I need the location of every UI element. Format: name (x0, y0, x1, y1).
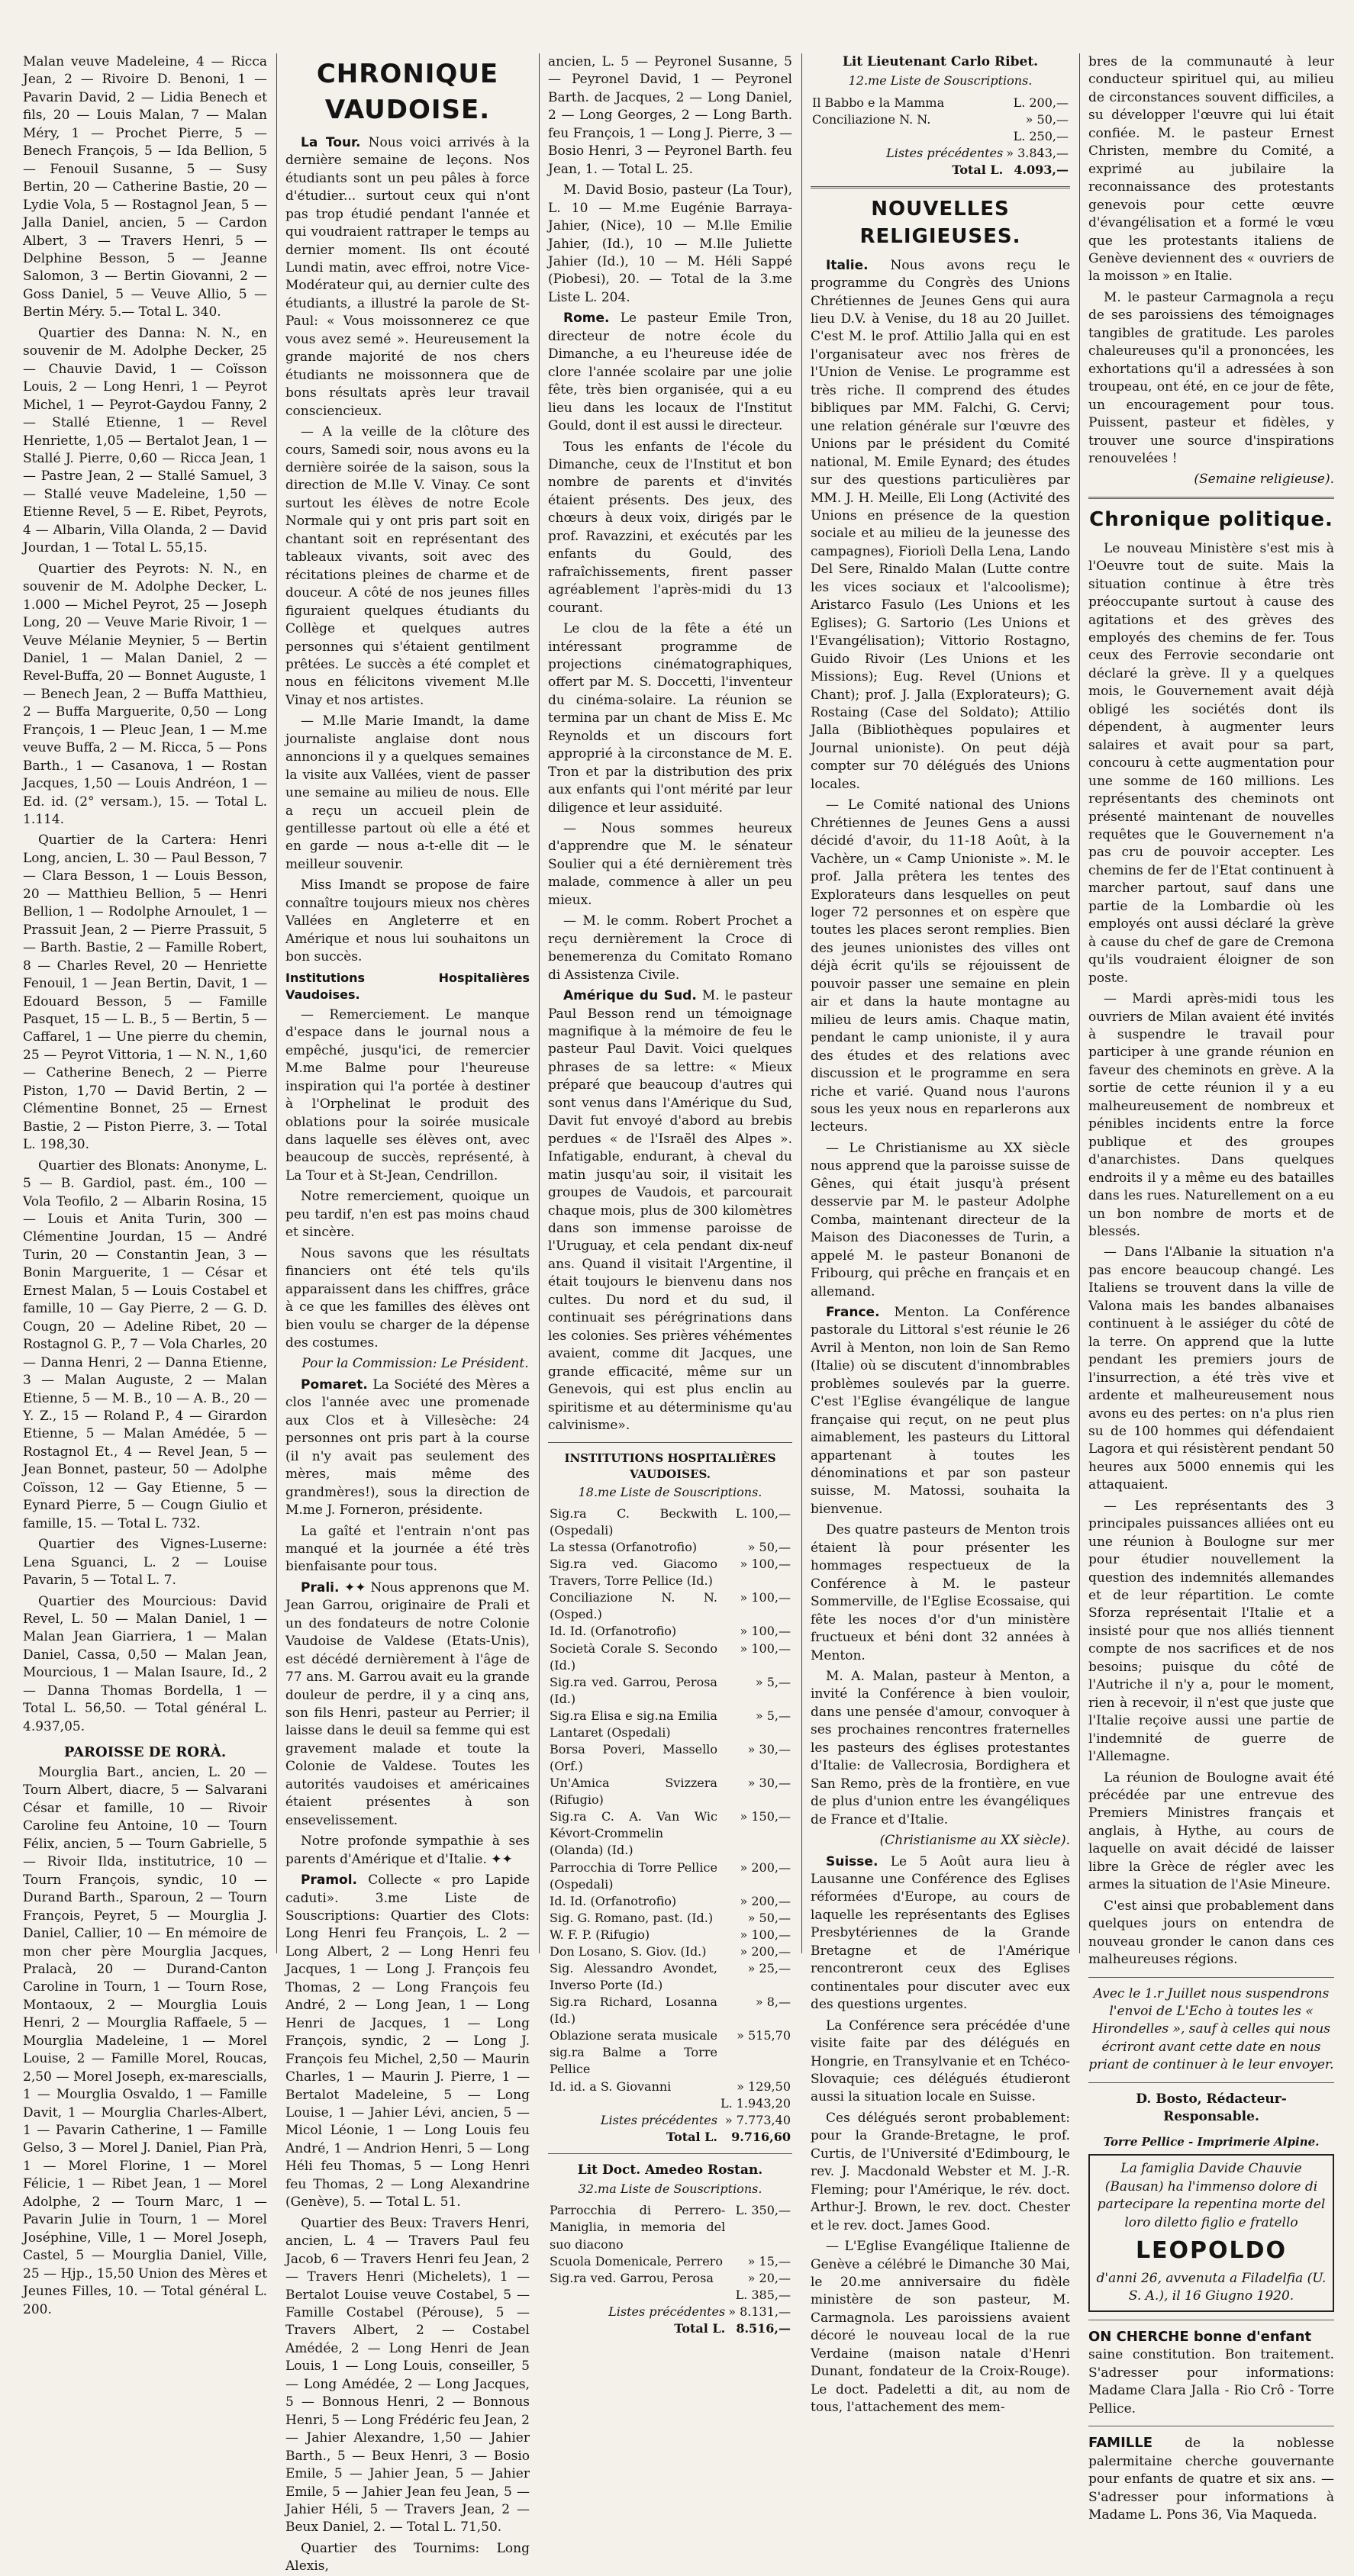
list-heading: INSTITUTIONS HOSPITALIÈRES VAUDOISES. (564, 1451, 776, 1482)
column-rule (276, 53, 277, 1953)
subscriber-name: Sig.ra ved. Garrou, Perosa (Id.) (550, 1674, 717, 1706)
subscriber-name: W. F. P. (Rifugio) (550, 1927, 650, 1942)
subscriber-name: Sig. G. Romano, past. (Id.) (550, 1910, 714, 1925)
signature: Pour la Commission: Le Président. (301, 1356, 529, 1372)
prev-amount: » 3.843,— (1006, 145, 1069, 160)
death-notice-detail: d'anni 26, avvenuta a Filadelfia (U. S. A.), il 16 Giugno 1920. (1096, 2270, 1327, 2304)
subscriber-name: Sig.ra Richard, Losanna (Id.) (550, 1995, 717, 2027)
column-2 (285, 53, 530, 2574)
article-text: Le 5 Août aura lieu à Lausanne une Conférence des Eglises réformées d'Europe, au cours de laquelle les représentants des Eglises Presbytériennes de la Grande Bretagne et de l'Amérique rencontreront ceux des Eglises continentales pour discuter avec eux des questions urgentes. (811, 1853, 1070, 2013)
subscription-row (548, 2253, 792, 2270)
subscription-amount: L. 100,— (735, 1505, 791, 1521)
section-title: CHRONIQUE VAUDOISE. (316, 59, 499, 125)
subscription-row (548, 1775, 792, 1808)
death-notice (1088, 2154, 1334, 2311)
subscriber-name: La stessa (Orfanotrofio) (550, 1540, 698, 1555)
subscription-row (548, 1674, 792, 1708)
article-text: — Les représentants des 3 principales puissances alliées ont eu une réunion à Boulogne sur mer pour étudier nouvellement la question des indemnités allemandes et de leur répartition. Le comte Sforza représentait l'Italie et a insisté pour que nos alliés tiennent compte de nos sacrifices et de nos besoins; puisque du côté de l'Autriche il n'y a, pour le moment, rien à recevoir, il n'est que juste que l'Italie reçoive aussi une partie de l'indemnité de guerre de l'Allemagne. (1088, 1498, 1334, 1765)
subscription-row (548, 1623, 792, 1640)
subscription-row (548, 2079, 792, 2095)
article-text: Quartier des Beux: Travers Henri, ancien, L. 4 — Travers Paul feu Jacob, 6 — Travers Henri feu Jean, 2 — Travers Henri (Michelets), 1 — Bertalot Louise veuve Costabel, 5 — Famille Costabel (Pérouse), 5 — Travers Albert, 2 — Costabel Amédée, 2 — Long Henri de Jean Louis, 1 — Long Louis, conseiller, 5 — Long Amédée, 2 — Long Jacques, 5 — Bonnous Henri, 2 — Bonnous Henri, 5 — Long Frédéric feu Jean, 2 — Jahier Alexandre, 1,50 — Jahier Barth., 5 — Beux Henri, 3 — Bosio Emile, 5 — Jahier Jean, 5 — Jahier Emile, 5 — Jahier Jean feu Jean, 5 — Jahier Héli, 5 — Travers Jean, 2 — Beux Daniel, 2. — Total L. 71,50. (285, 2215, 530, 2536)
article-text: bres de la communauté à leur conducteur spirituel qui, au milieu de circonstances souvent difficiles, a su développer l'œuvre qui lui était confiée. M. le pasteur Ernest Christen, membre du Comité, a exprimé au jubilaire la reconnaissance des protestants genevois pour cette œuvre d'évangélisation et a formé le vœu que les protestants italiens de Genève deviennent des « ouvriers de la moisson » en Italie. (1088, 54, 1334, 285)
divider (1088, 2082, 1334, 2083)
subscription-row (811, 95, 1070, 111)
subscription-row (548, 1808, 792, 1859)
place-heading: Pomaret. (301, 1377, 368, 1393)
subscription-amount: » 30,— (747, 1776, 791, 1791)
article-text: La Conférence sera précédée d'une visite faite par des délégués en Hongrie, en Transylvanie et en Tchéco-Slovaquie; ces délégués étudieront aussi la situation locale en Suisse. (811, 2017, 1070, 2105)
place-heading: La Tour. (301, 134, 361, 150)
total-label: Total L. (674, 2320, 726, 2336)
subscription-row (548, 2027, 792, 2078)
article-text: Quartier des Tournims: Long Alexis, (285, 2540, 530, 2574)
article-text: Menton. La Conférence pastorale du Littoral s'est réunie le 26 Avril à Menton, non loin de San Remo (Italie) où se discutent d'innombrables problèmes soulevés par la guerre. C'est l'Eglise évangélique de langue française qui reçut, on ne peut plus aimablement, les pasteurs du Littoral appartenant à toutes les dénominations et par son pasteur suisse, M. Matossi, souhaita la bienvenue. (811, 1304, 1071, 1517)
list-sum: L. 250,— (1013, 128, 1069, 143)
subscription-amount: » 20,— (747, 2270, 791, 2285)
article-text: Nous savons que les résultats financiers ont été tels qu'ils apparaissent dans les chiffres, grâce à ce que les familles des élèves ont bien voulu se charger de la dépense des costumes. (285, 1245, 530, 1351)
total-amount: 9.716,60 (731, 2129, 791, 2144)
subscriber-name: Oblazione serata musicale sig.ra Balme a Torre Pellice (550, 2028, 717, 2077)
article-text: Nous avons reçu le programme du Congrès des Unions Chrétiennes de Jeunes Gens qui aura lieu D.V. à Venise, du 18 au 20 Juillet. C'est M. le prof. Attilio Jalla qui en est l'organisateur avec nos frères de l'Union de Venise. Le programme est très riche. Il comprend des études bibliques par MM. Falchi, G. Cervi; une relation générale sur l'œuvre des Unions par le président du Comité national, M. Emile Eynard; des études sur des questions particulières par MM. J. H. Meille, Eli Long (Activité des Unions en présence de la question sociale et au milieu de la jeunesse des campagnes), Fioriolì Della Lena, Lando Del Sere, Rinaldo Malan (Lutte contre les vices sociaux et l'alcoolisme); Aristarco Fasulo (Les Unions et les Eglises); G. Sartorio (Les Unions et l'Evangélisation); Vittorio Rostagno, Guido Rivoir (Les Unions et les Missions); Eug. Revel (Unions et Chant); prof. J. Jalla (Explorateurs); G. Rostaing (Case del Soldato); Attilio Jalla (Bibliothèques populaires et Journal unioniste). On peut déjà compter sur 70 délégués des Unions locales. (811, 257, 1071, 792)
subscription-row (548, 1994, 792, 2027)
article-text: — Mardi après-midi tous les ouvriers de Milan avaient été invités à suspendre le travail pour participer à une grande réunion en faveur des cheminots en grève. A la sortie de cette réunion il y a eu malheureusement de nombreux et pénibles incidents entre la force publique et des groupes d'anarchistes. Dans quelques endroits il y a même eu des batailles dans les rues. Naturellement on a eu un bon nombre de morts et de blessés. (1088, 991, 1334, 1239)
subscription-row (548, 1708, 792, 1741)
subscriber-name: Id. Id. (Orfanotrofio) (550, 1893, 677, 1908)
subscription-paragraph: Malan veuve Madeleine, 4 — Ricca Jean, 2 — Rivoire D. Benoni, 1 — Pavarin David, 2 — Lidia Benech et fils, 20 — Louis Malan, 7 — Malan Méry, 1 — Prochet Pierre, 5 — Benech François, 5 — Ida Bellion, 5 — Fenouil Susanne, 5 — Susy Bertin, 20 — Catherine Bastie, 20 — Lydie Vola, 5 — Rostagnol Jean, 5 — Jalla Daniel, ancien, 5 — Cardon Albert, 3 — Travers Henri, 5 — Delphine Besson, 5 — Jeanne Salomon, 3 — Bertin Giovanni, 2 — Goss Daniel, 5 — Veuve Allio, 5 — Bertin Méry. 5.— Total L. 340. (23, 54, 267, 320)
subscription-amount: » 5,— (755, 1674, 791, 1689)
column-1 (23, 53, 267, 2317)
place-heading: Prali. ✦✦ (301, 1579, 366, 1596)
divider (1088, 497, 1334, 499)
place-heading: Rome. (563, 311, 610, 327)
subscription-paragraph: Quartier des Mourcious: David Revel, L. 50 — Malan Daniel, 1 — Malan Jean Giarriera, 1 — Malan Daniel, Cassa, 0,50 — Malan Jean, Mourcious, 1 — Malan Isaure, Id., 2 — Danna Thomas Bordella, 1 — Total L. 56,50. — Total général L. 4.937,05. (23, 1593, 267, 1734)
article-text: Notre profonde sympathie à ses parents d'Amérique et d'Italie. ✦✦ (285, 1834, 530, 1867)
subscription-table (811, 95, 1070, 179)
subscription-paragraph: Mourglia Bart., ancien, L. 20 — Tourn Albert, diacre, 5 — Salvarani César et famille, 10 — Rivoir Caroline feu Antoine, 10 — Tourn Félix, ancien, 5 — Tourn Gabrielle, 5 — Rivoir Ilda, institutrice, 10 — Tourn François, syndic, 10 — Durand Barth., Sparoun, 2 — Tourn François, Peyret, 5 — Mourglia J. Daniel, Callier, 10 — En mémoire de mon cher père Mourglia Jacques, Pralacà, 20 — Durand-Canton Caroline in Tourn, 1 — Tourn Rose, Montaoux, 2 — Mourglia Louis Henri, 2 — Mourglia Raffaele, 5 — Mourglia Madeleine, 1 — Morel Louise, 2 — Famille Morel, Roucas, 2,50 — Morel Joseph, ex-marescialls, 1 — Mourglia Osvaldo, 1 — Famille Davit, 1 — Mourglia Charles-Albert, 1 — Pavarin Catherine, 1 — Famille Gelso, 3 — Morel J. Daniel, Pian Prà, 1 — Morel Florine, 1 — Morel Félicie, 1 — Ribet Jean, 1 — Morel Adolphe, 2 — Tourn Marc, 1 — Pavarin Julie in Tourn, 1 — Morel Joséphine, Ville, 1 — Morel Joseph, Castel, 5 — Mourglia Daniel, Ville, 25 — Hjp., 15,50 Union des Mères et Jeunes Filles, 10. — Total général L. 200. (23, 1764, 267, 2317)
subscription-amount: » 200,— (740, 1893, 791, 1908)
subscription-row (548, 2202, 792, 2252)
subscription-amount: » 100,— (740, 1641, 791, 1656)
subscription-paragraph: Quartier de la Cartera: Henri Long, ancien, L. 30 — Paul Besson, 7 — Clara Besson, 1 — Louis Besson, 20 — Matthieu Bellion, 5 — Henri Bellion, 1 — Rodolphe Arnoulet, 1 — Prassuit Jean, 2 — Pierre Prassuit, 5 — Barth. Bastie, 2 — Famille Robert, 8 — Charles Revel, 20 — Henriette Fenouil, 1 — Jean Bertin, Davit, 1 — Edouard Besson, 5 — Famille Pasquet, 15 — L. B., 5 — Bertin, 5 — Caffarel, 1 — Une pierre du chemin, 25 — Peyrot Vittoria, 1 — N. N., 1,60 — Catherine Benech, 2 — Pierre Piston, 1,70 — David Bertin, 2 — Clémentine Bonnet, 25 — Ernest Bastie, 2 — Piston Pierre, 3. — Total L. 198,30. (23, 832, 267, 1153)
subsection-heading: Institutions Hospitalières Vaudoises. (285, 970, 530, 1002)
subscriber-name: Scuola Domenicale, Perrero (550, 2253, 723, 2268)
subscriber-name: Id. Id. (Orfanotrofio) (550, 1624, 677, 1639)
ad-text: saine constitution. Bon traitement. S'adresser pour informations: Madame Clara Jalla - Rio Crô - Torre Pellice. (1088, 2347, 1334, 2417)
divider (548, 1442, 792, 1443)
subscription-paragraph: Quartier des Peyrots: N. N., en souvenir de M. Adolphe Decker, L. 1.000 — Michel Peyrot, 25 — Joseph Long, 20 — Veuve Marie Rivoir, 1 — Veuve Mélanie Meynier, 5 — Bertin Daniel, 1 — Malan Daniel, 2 — Revel-Buffa, 20 — Bonnet Auguste, 1 — Benech Jean, 2 — Buffa Matthieu, 2 — Buffa Marguerite, 0,50 — Long François, 1 — Pleuc Jean, 1 — M.me veuve Buffa, 2 — M. Ricca, 5 — Pons Barth., 1 — Casanova, 1 — Rostan Jacques, 1,50 — Louis Andréon, 1 — Ed. id. (2° versam.), 15. — Total L. 1.114. (23, 561, 267, 828)
subscriber-name: Sig. Alessandro Avondet, Inverso Porte (Id.) (550, 1961, 717, 1993)
subscription-notice: Avec le 1.r Juillet nous suspendrons l'envoi de L'Echo à toutes les « Hirondelles », sauf à celles qui nous écriront avant cette date en nous priant de continuer à le leur envoyer. (1088, 1985, 1334, 2073)
article-text: Le pasteur Emile Tron, directeur de notre école du Dimanche, a eu l'heureuse idée de clore l'année scolaire par une jolie fête, très bien organisée, qui a eu lieu dans les locaux de l'Institut Gould, dont il est aussi le directeur. (548, 311, 792, 434)
subscription-row (548, 1943, 792, 1960)
subscription-paragraph: Quartier des Danna: N. N., en souvenir de M. Adolphe Decker, 25 — Chauvie David, 1 — Coïsson Louis, 2 — Long Henri, 1 — Peyrot Michel, 1 — Peyrot-Gaydou Fanny, 2 — Stallé Etienne, 1 — Revel Henriette, 1,05 — Bertalot Jean, 1 — Stallé J. Pierre, 0,60 — Ricca Jean, 1 — Pastre Jean, 2 — Stallé Samuel, 3 — Stallé veuve Madeleine, 1,50 — Etienne Revel, 5 — E. Ribet, Peyrots, 4 — Albarin, Villa Olanda, 2 — David Jourdan, 1 — Total L. 55,15. (23, 325, 267, 556)
ad-heading: ON CHERCHE bonne d'enfant (1088, 2328, 1312, 2345)
subscription-amount: » 25,— (747, 1961, 791, 1975)
subscription-amount: » 150,— (740, 1809, 791, 1824)
article-text: Le clou de la fête a été un intéressant programme de projections cinématographiques, offert par M. S. Doccetti, l'inventeur du cinéma-solaire. La réunion se termina par un chant de Miss E. Mc Reynolds et un discours fort approprié à la circonstance de M. E. Tron et par la distribution des prix aux enfants qui l'ont mérité par leur diligence et leur assiduité. (548, 621, 792, 816)
subscription-amount: » 200,— (740, 1943, 791, 1959)
subscription-amount: » 8,— (755, 1995, 791, 2010)
article-text: — M.lle Marie Imandt, la dame journaliste anglaise dont nous annoncions il y a quelques semaines la visite aux Vallées, vient de passer une semaine au milieu de nous. Elle a reçu un accueil plein de gentillesse partout où elle a été et en garde — nous a-t-elle dit — le meilleur souvenir. (285, 713, 530, 872)
divider (811, 186, 1070, 188)
article-text: M. le pasteur Carmagnola a reçu de ses paroissiens des témoignages tangibles de gratitude. Les paroles chaleureuses qu'il a prononcées, les exhortations qu'il a adressées à son troupeau, ont été, en ce jour de fête, un encouragement pour tous. Puissent, pasteur et fidèles, y trouver une source d'inspirations renouvelées ! (1088, 289, 1334, 466)
printer-line: Torre Pellice - Imprimerie Alpine. (1103, 2134, 1320, 2149)
place-heading: Suisse. (826, 1853, 878, 1869)
article-text: C'est ainsi que probablement dans quelques jours on entendra de nouveau gronder le canon dans ces malheureuses régions. (1088, 1898, 1334, 1968)
subscription-row (548, 1641, 792, 1674)
prev-label: Listes précédentes (608, 2304, 726, 2319)
subscription-amount: » 515,70 (737, 2028, 791, 2043)
article-text: — Le Christianisme au XX siècle nous apprend que la paroisse suisse de Gênes, qui était jusqu'à présent desservie par M. le pasteur Adolphe Comba, maintenant directeur de la Maison des Diaconesses de Turin, a appelé M. le pasteur Bonanoni de Fribourg, qui prêche en français et en allemand. (811, 1140, 1070, 1299)
section-title: NOUVELLES RELIGIEUSES. (859, 197, 1021, 248)
article-text: Ces délégués seront probablement: pour la Grande-Bretagne, le prof. Curtis, de l'Université d'Edimbourg, le rev. J. Macdonald Webster et M. J.-R. Fleming; pour l'Amérique, le rév. doct. Arthur-J. Brown, le rev. doct. Chester et le rev. doct. James Good. (811, 2110, 1070, 2233)
divider (548, 2153, 792, 2154)
subscription-amount: » 129,50 (737, 2079, 791, 2094)
subscription-amount: » 30,— (747, 1741, 791, 1757)
article-text: Collecte « pro Lapide caduti». 3.me Liste de Souscriptions: Quartier des Clots: Long Henri feu François, L. 2 — Long Albert, 2 — Long Henri feu Jacques, 1 — Long J. François feu Thomas, 2 — Long François feu André, 2 — Long Jean, 1 — Long Henri de Jacques, 1 — Long François, syndic, 2 — Long J. François feu Michel, 2,50 — Maurin Charles, 1 — Maurin J. Pierre, 1 — Bertalot Madeleine, 5 — Long Louise, 1 — Jahier Lévi, ancien, 5 — Micol Léonie, 1 — Long Louis feu André, 1 — Andrion Henri, 5 — Long Héli feu Thomas, 5 — Long Henri feu Thomas, 2 — Long Alexandrine (Genève), 5. — Total L. 51. (285, 1872, 530, 2211)
subscription-amount: » 100,— (740, 1557, 791, 1572)
subscriber-name: Sig.ra C. A. Van Wic Kévort-Crommelin (Olanda) (Id.) (550, 1809, 717, 1858)
prev-label: Listes précédentes (886, 145, 1004, 160)
subscriber-name: Conciliazione N. N. (812, 111, 931, 127)
subscription-row (548, 2270, 792, 2287)
editor-line: D. Bosto, Rédacteur-Responsable. (1136, 2091, 1287, 2125)
subscriber-name: Sig.ra ved. Giacomo Travers, Torre Pellice (Id.) (550, 1557, 717, 1589)
article-text: ancien, L. 5 — Peyronel Susanne, 5 — Peyronel David, 1 — Peyronel Barth. de Jacques, 2 — Long Daniel, 2 — Long Georges, 2 — Long Barth. feu François, 1 — Long J. Pierre, 3 — Bosio Henri, 3 — Peyronel Barth. feu Jean, 1. — Total L. 25. (548, 54, 792, 177)
column-rule (1079, 53, 1080, 1953)
source-note: (Christianisme au XX siècle). (879, 1833, 1070, 1849)
total-label: Total L. (666, 2129, 717, 2144)
place-heading: Pramol. (301, 1872, 357, 1889)
subscription-paragraph: Quartier des Blonats: Anonyme, L. 5 — B. Gardiol, past. ém., 100 — Vola Teofilo, 2 — Albarin Rosina, 15 — Louis et Anita Turin, 300 — Clémentine Jourdan, 15 — André Turin, 20 — Constantin Jean, 3 — Bonin Marguerite, 1 — César et Ernest Malan, 5 — Louis Costabel et famille, 10 — Gay Pierre, 2 — G. D. Cougn, 20 — Adeline Ribet, 20 — Rostagnol G. P., 7 — Vola Charles, 20 — Danna Henri, 2 — Danna Etienne, 3 — Malan Auguste, 2 — Malan Etienne, 5 — M. B., 10 — A. B., 20 — Y. Z., 15 — Roland P., 4 — Girardon Etienne, 5 — Malan Amédée, 5 — Rostagnol Et., 4 — Revel Jean, 5 — Jean Bonnet, pasteur, 50 — Adolphe Coïsson, 12 — Gay Etienne, 5 — Eynard Pierre, 5 — Cougn Giulio et famille, 15. — Total L. 732. (23, 1158, 267, 1531)
subscriber-name: Sig.ra C. Beckwith (Ospedali) (550, 1505, 717, 1538)
place-heading: Italie. (826, 257, 869, 273)
column-4 (811, 53, 1071, 2416)
subscriber-name: Borsa Poveri, Massello (Orf.) (550, 1741, 717, 1774)
death-notice-name: LEOPOLDO (1135, 2237, 1288, 2265)
total-label: Total L. (952, 162, 1004, 177)
divider (1088, 1977, 1334, 1978)
subscriber-name: Il Babbo e la Mamma (812, 95, 945, 110)
list-subheading: 18.me Liste de Souscriptions. (578, 1484, 762, 1499)
subscription-row (811, 111, 1070, 128)
subscription-row (548, 1741, 792, 1775)
subscriber-name: Conciliazione N. N. (Osped.) (550, 1590, 717, 1622)
subscription-row (548, 1589, 792, 1623)
list-heading: Lit Lieutenant Carlo Ribet. (842, 54, 1039, 69)
article-text: Notre remerciement, quoique un peu tardif, n'en est pas moins chaud et sincère. (285, 1189, 530, 1241)
subscription-row (548, 1910, 792, 1927)
subscription-paragraph: Quartier des Vignes-Luserne: Lena Sguanci, L. 2 — Louise Pavarin, 5 — Total L. 7. (23, 1537, 267, 1589)
death-notice-text: La famiglia Davide Chauvie (Bausan) ha l'immenso dolore di partecipare la repentina morte del loro diletto figlio e fratello (1097, 2161, 1326, 2230)
subscription-amount: » 100,— (740, 1590, 791, 1605)
article-text: — A la veille de la clôture des cours, Samedi soir, nous avons eu la dernière soirée de la saison, sous la direction de M.lle V. Vinay. Ce sont surtout les élèves de notre Ecole Normale qui y ont pris part soit en chantant soit en représentant des tableaux vivants, soit avec des récitations pleines de charme et de douceur. A côté de nos jeunes filles figuraient quelques étudiants du Collège et quelques autres personnes qui s'étaient gentilment prêtées. Le succès a été complet et nous en félicitons vivement M.lle Vinay et nos artistes. (285, 424, 530, 708)
article-text: — Le Comité national des Unions Chrétiennes de Jeunes Gens a aussi décidé d'avoir, du 11-18 Août, à la Vachère, un « Camp Unioniste ». M. le prof. Jalla prêtera les tentes des Explorateurs dans lesquelles on peut loger 72 personnes et on espère que toutes les places seront remplies. Bien des jeunes unionistes des villes ont déjà écrit qu'ils se réjouissent de pouvoir passer une semaine en plein air et dans la haute montagne au milieu de leurs amis. Chaque matin, pendant le camp unioniste, il y aura des études et des relations avec discussion et le programme en sera riche et varié. Quand nous l'aurons sous les yeux nous en reparlerons aux lecteurs. (811, 797, 1070, 1135)
article-text: La Société des Mères a clos l'année avec une promenade aux Clos et à Villesèche: 24 personnes ont pris part à la course (il n'y avait pas seulement des mères, mais même des grandmères!), sous la direction de M.me J. Forneron, présidente. (285, 1377, 530, 1518)
article-text: — L'Eglise Evangélique Italienne de Genève a célébré le Dimanche 30 Mai, le 20.me anniversaire du fidèle ministère de son pasteur, M. Carmagnola. Les paroissiens avaient décoré le nouveau local de la rue Verdaine (maison natale d'Henri Dunant, fondateur de la Croix-Rouge). Le doct. Padeletti a dit, au nom de tous, l'attachement des mem- (811, 2239, 1070, 2416)
article-text: La réunion de Boulogne avait été précédée par une entrevue des Premiers Ministres français et anglais, à Hythe, au cours de laquelle on avait décidé de laisser libre la Grèce de régler avec les armes la situation de l'Asie Mineure. (1088, 1769, 1334, 1893)
subscriber-name: Id. id. a S. Giovanni (550, 2079, 672, 2094)
article-text: Le nouveau Ministère s'est mis à l'Oeuvre tout de suite. Mais la situation continue à être très préoccupante surtout à cause des agitations et des grèves des employés des chemins de fer. Tous ceux des Ferrovie secondarie ont déclaré la grève. Il y a quelques mois, le Gouvernement avait déjà obligé les sociétés dont ils dépendent, à augmenter leurs salaires et avait pour sa part, concouru à cette augmentation pour une somme de 160 millions. Les représentants des cheminots ont présenté maintenant de nouvelles requêtes que le Gouvernement n'a pas cru de pouvoir accepter. Les chemins de fer de l'Etat continuent à marcher partout, sauf dans une partie de la Lombardie où les employés ont aussi déclaré la grève à cause du chef de gare de Cremona qu'ils voudraient éloigner de son poste. (1088, 540, 1334, 986)
article-text: Tous les enfants de l'école du Dimanche, ceux de l'Institut et bon nombre de parents et d'invités étaient présents. Des jeux, des chœurs à deux voix, dirigés par le prof. Ravazzini, et exécutés par les enfants du Gould, des rafraîchissements, firent passer agréablement l'après-midi du 13 courant. (548, 439, 792, 616)
article-text: — Dans l'Albanie la situation n'a pas encore beaucoup changé. Les Italiens se trouvent dans la ville de Valona mais les bandes albanaises continuent à le assiéger du côté de la terre. On apprend que la lutte pendant les premiers jours de l'insurrection, a été très vive et ardente et malheureusement nous avons eu des pertes: on n'a plus rien su de 100 hommes qui défendaient Lagora et qui résistèrent pendant 50 heures aux 5000 ennemis qui les attaquaient. (1088, 1245, 1334, 1493)
column-rule (801, 53, 802, 1953)
place-heading: Amérique du Sud. (563, 988, 697, 1004)
column-3 (548, 53, 793, 2336)
place-heading: France. (826, 1304, 880, 1320)
subscription-row (548, 1960, 792, 1994)
subscriber-name: Sig.ra Elisa e sig.na Emilia Lantaret (Ospedali) (550, 1708, 717, 1740)
ad-heading: FAMILLE (1088, 2435, 1153, 2452)
column-5 (1088, 53, 1334, 2523)
article-text: M. le pasteur Paul Besson rend un témoignage magnifique à la mémoire de feu le pasteur Paul Davit. Voici quelques phrases de sa lettre: « Mieux préparé que beaucoup d'autres qui sont venus dans l'Amérique du Sud, Davit fut envoyé d'abord au brebis perdues « de l'Israël des Alpes ». Infatigable, endurant, à cheval du matin jusqu'au soir, il visitait les groupes de Vaudois, et parcourait chaque mois, plus de 300 kilomètres dans son immense paroisse de l'Uruguay, et cela pendant dix-neuf ans. Quand il visitait l'Argentine, il était toujours le bienvenu dans nos cultes. Du nord et du sud, il continuait ses pérégrinations dans les colonies. Ses prières véhémentes avaient, comme dit Jacques, une grande efficacité, même sur un Genevois, qui est plus enclin au spiritisme et au déterminisme qu'au calvinisme». (548, 988, 793, 1433)
subscription-table (548, 1505, 792, 2146)
prev-label: Listes précédentes (600, 2112, 717, 2127)
article-text: — Nous sommes heureux d'apprendre que M. le sénateur Soulier qui a été dernièrement très malade, commence à aller un peu mieux. (548, 821, 792, 908)
prev-amount: » 8.131,— (728, 2304, 791, 2319)
article-text: M. David Bosio, pasteur (La Tour), L. 10 — M.me Eugénie Barraya-Jahier, (Nice), 10 — M.lle Emilie Jahier, (Id.), 10 — M.lle Juliette Jahier (Id.), 10 — M. Héli Sappé (Piobesi), 20. — Total de la 3.me Liste L. 204. (548, 182, 792, 305)
subscriber-name: Sig.ra ved. Garrou, Perosa (550, 2270, 714, 2285)
prev-amount: » 7.773,40 (724, 2112, 791, 2127)
subscription-amount: » 100,— (740, 1927, 791, 1942)
subscriber-name: Parrocchia di Torre Pellice (Ospedali) (550, 1860, 717, 1892)
total-amount: 8.516,— (736, 2320, 791, 2336)
subscription-amount: » 5,— (755, 1708, 791, 1723)
section-title: Chronique politique. (1089, 507, 1333, 531)
list-subheading: 32.ma Liste de Souscriptions. (578, 2182, 762, 2197)
ad-text: de la noblesse palermitaine cherche gouvernante pour enfants de quatre et six ans. — S'adresser pour informations à Madame L. Pons 36, Via Maqueda. (1088, 2436, 1334, 2523)
subscriber-name: Don Losano, S. Giov. (Id.) (550, 1943, 707, 1959)
article-text: Des quatre pasteurs de Menton trois étaient là pour présenter les hommages respectueux de la Conférence à M. le pasteur Sommerville, de l'Eglise Ecossaise, qui fête les noces d'or d'un ministère fructueux et béni dont 32 années à Menton. (811, 1522, 1070, 1663)
list-sum: L. 385,— (735, 2287, 791, 2302)
article-text: — Remerciement. Le manque d'espace dans le journal nous a empêché, jusqu'ici, de remercier M.me Balme pour l'heureuse inspiration qui l'a portée à destiner à l'Orphelinat le produit des oblations pour la soirée musicale dans laquelle ses élèves ont, avec beaucoup de succès, représenté, à La Tour et à St-Jean, Cendrillon. (285, 1006, 530, 1183)
subscription-amount: L. 350,— (735, 2203, 791, 2218)
subscription-row (548, 1539, 792, 1556)
article-text: M. A. Malan, pasteur à Menton, a invité la Conférence à bien vouloir, dans une pensée d'amour, convoquer à ses prochaines rencontres fraternelles les pasteurs des églises protestantes d'Italie: de Vallecrosia, Bordighera et San Remo, près de la frontière, en vue de plus d'union entre les évangéliques de France et d'Italie. (811, 1669, 1070, 1827)
subscription-amount: » 50,— (1025, 111, 1069, 127)
subscriber-name: Società Corale S. Secondo (Id.) (550, 1641, 717, 1673)
column-rule (539, 53, 540, 1953)
section-heading: PAROISSE DE RORÀ. (63, 1744, 227, 1761)
subscription-row (548, 1893, 792, 1910)
subscription-amount: » 50,— (747, 1540, 791, 1555)
subscription-amount: » 100,— (740, 1624, 791, 1639)
subscription-amount: » 50,— (747, 1910, 791, 1925)
article-text: Miss Imandt se propose de faire connaître toujours mieux nos chères Vallées en Angleterre et en Amérique et nous lui souhaitons un bon succès. (285, 877, 530, 965)
subscription-row (548, 1927, 792, 1943)
subscription-amount: » 15,— (747, 2253, 791, 2268)
total-amount: 4.093,— (1014, 162, 1069, 177)
article-text: Nous apprenons que M. Jean Garrou, originaire de Prali et un des fondateurs de notre Colonie Vaudoise de Valdese (Etats-Unis), est décédé dernièrement à l'âge de 77 ans. M. Garrou avait eu la grande douleur de perdre, il y a cinq ans, son fils Henri, pasteur au Perrier; il laisse dans le deuil sa femme qui est gravement malade et toute la Colonie de Valdese. Toutes les autorités vaudoises et américaines étaient présentes à son ensevelissement. (285, 1579, 530, 1828)
subscription-amount: L. 200,— (1013, 95, 1069, 110)
subscription-table (548, 2202, 792, 2337)
source-note: (Semaine religieuse). (1194, 472, 1334, 488)
subscription-row (548, 1505, 792, 1539)
list-sum: L. 1.943,20 (720, 2095, 791, 2111)
subscription-row (548, 1556, 792, 1589)
list-heading: Lit Doct. Amedeo Rostan. (577, 2162, 763, 2178)
list-subheading: 12.me Liste de Souscriptions. (848, 73, 1033, 89)
article-text: — M. le comm. Robert Prochet a reçu dernièrement la Croce di benemerenza du Comitato Romano di Assistenza Civile. (548, 913, 792, 983)
subscriber-name: Un'Amica Svizzera (Rifugio) (550, 1776, 717, 1808)
subscriber-name: Parrocchia di Perrero-Maniglia, in memoria del suo diacono (550, 2203, 726, 2252)
subscription-amount: » 200,— (740, 1860, 791, 1875)
subscription-row (548, 1860, 792, 1893)
article-text: Nous voici arrivés à la dernière semaine de leçons. Nos étudiants sont un peu pâles à force d'étudier... surtout ceux qui n'ont pas trop étudié pendant l'année et qui voudraient rattraper le temps au dernier moment. Ils ont écouté Lundi matin, avec effroi, notre Vice-Modérateur qui, au dernier culte des étudiants, a illustré la parole de St-Paul: « Vous moissonnerez ce que vous avez semé ». Heureusement la grande majorité de nos chers étudiants ne moissonnera que de bons résultats après leur travail consciencieux. (285, 134, 530, 419)
article-text: La gaîté et l'entrain n'ont pas manqué et la journée a été très bienfaisante pour tous. (285, 1523, 530, 1575)
